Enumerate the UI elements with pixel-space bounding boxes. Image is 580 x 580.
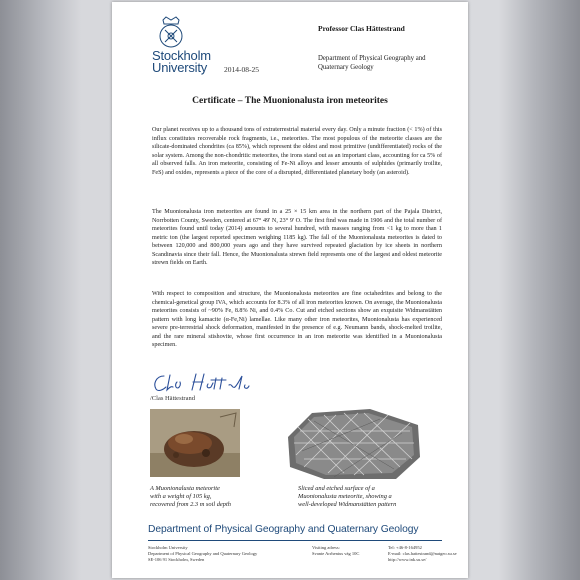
footer-website: http://www.ink.su.se/ (388, 556, 427, 562)
department-address (318, 54, 458, 72)
department-line1: Department of Physical Geography and (318, 55, 426, 62)
footer-col2-line1: Visiting adress: (312, 545, 340, 550)
certificate-date: 2014-08-25 (224, 65, 259, 74)
certificate-page (112, 2, 468, 578)
footer-col2-line2: Svante Arrhenius väg 10C (312, 550, 360, 556)
meteorite-photo (150, 409, 240, 477)
footer-postal-address (148, 545, 288, 562)
footer-col1-line3: SE-106 91 Stockholm, Sweden (148, 556, 205, 562)
footer-visiting-address (312, 545, 382, 557)
widmanstatten-slice-image (284, 407, 422, 481)
etched-slice-photo (284, 407, 422, 481)
department-line2: Quaternary Geology (318, 64, 374, 71)
university-name (152, 50, 232, 74)
university-name-line2: University (152, 60, 208, 75)
footer-contact (388, 545, 458, 562)
meteorite-rock-image (150, 409, 240, 477)
caption1-line3: recovered from 2.3 m soil depth (150, 501, 231, 509)
professor-name: Professor Clas Hättestrand (318, 24, 405, 33)
caption2-line3: well-developed Widmanstätten pattern (298, 501, 397, 509)
slice-caption (298, 485, 428, 510)
paragraph-composition: With respect to composition and structure, the Muonionalusta meteorites are fine octahedrites and belong to the chemical-genetical group IVA, which accounts for 8.3% of all iron meteorites known. On average, the Muonionalusta meteorites consists of ~90% Fe, 8.8% Ni, and 0.4% Co. Cut and etched sections show an exquisite Widmanstätten pattern with long kamacite (α-Fe,Ni) lamellae. Like many other iron meteorites, Muonionalusta has experienced severe pre-terrestrial shock deformation, manifested in the presence of e.g. Neumann bands, shock-melted troilite, and the rare mineral stishovite, whose first occurrence in an iron meteorite was identified in a Muonionalusta specimen. (152, 291, 442, 348)
paragraph-location: The Muonionalusta iron meteorites are found in a 25 × 15 km area in the northern part of the Pajala District, Norrbotten County, Sweden, centered at 67° 49' N, 23° 9' O. The first find was made in 1906 and the total number of meteorites found until today (2014) amounts to several hundred, with masses ranging from <1 kg to more than 1 metric ton (the largest reported specimen weighing 1185 kg). The fall of the Muonionalusta meteorites is dated to between 120,000 and 800,000 years ago and they have survived repeated glaciation by ice sheets in northern Scandinavia since their fall. Hence, the Muonionalusta strewn field represents one of the largest and oldest meteorite strewn fields on Earth. (152, 209, 442, 266)
crown-crest-icon (156, 16, 186, 50)
caption1-line2: with a weight of 105 kg, (150, 493, 212, 501)
caption1-line1: A Muonionalusta meteorite (150, 485, 220, 492)
footer-email: E-mail: clas.hattestrand@natgeo.su.se (388, 550, 457, 556)
caption2-line1: Sliced and etched surface of a (298, 485, 375, 492)
footer-divider (148, 540, 442, 541)
signatory-name: /Clas Hättestrand (150, 395, 195, 402)
paragraph-intro: Our planet receives up to a thousand tons of extraterrestrial material every day. Only a minute fraction (< 1%) of this influx constitutes recoverable rock fragments, i.e., meteorites. The most populous of the meteorite classes are the silicate-dominated chondrites (ca 85%), which represent the oldest and most primitive (undifferentiated) rocks of the solar system. Among the non-chondritic meteorites, the irons stand out as an important class, accounting for ca 5% of all observed falls. An iron meteorite, consisting of Fe-Ni alloys and lesser amounts of sulphides (primarily troilite, FeS) and oxides, represents a piece of the core of a disrupted, differentiated planetary body (an asteroid). (152, 127, 442, 176)
meteorite-caption (150, 485, 260, 510)
footer-department-title: Department of Physical Geography and Quaternary Geology (148, 524, 419, 535)
footer-col1-line2: Department of Physical Geography and Quaternary Geology (148, 550, 258, 556)
footer-phone: Tel: +46-8-164952 (388, 545, 422, 550)
university-name-line1: Stockholm (152, 48, 211, 63)
caption2-line2: Muonionalusta meteorite, showing a (298, 493, 392, 501)
footer-col1-line1: Stockholm University (148, 545, 188, 550)
certificate-title: Certificate – The Muonionalusta iron meteorites (192, 96, 388, 106)
handwritten-signature (150, 370, 260, 394)
